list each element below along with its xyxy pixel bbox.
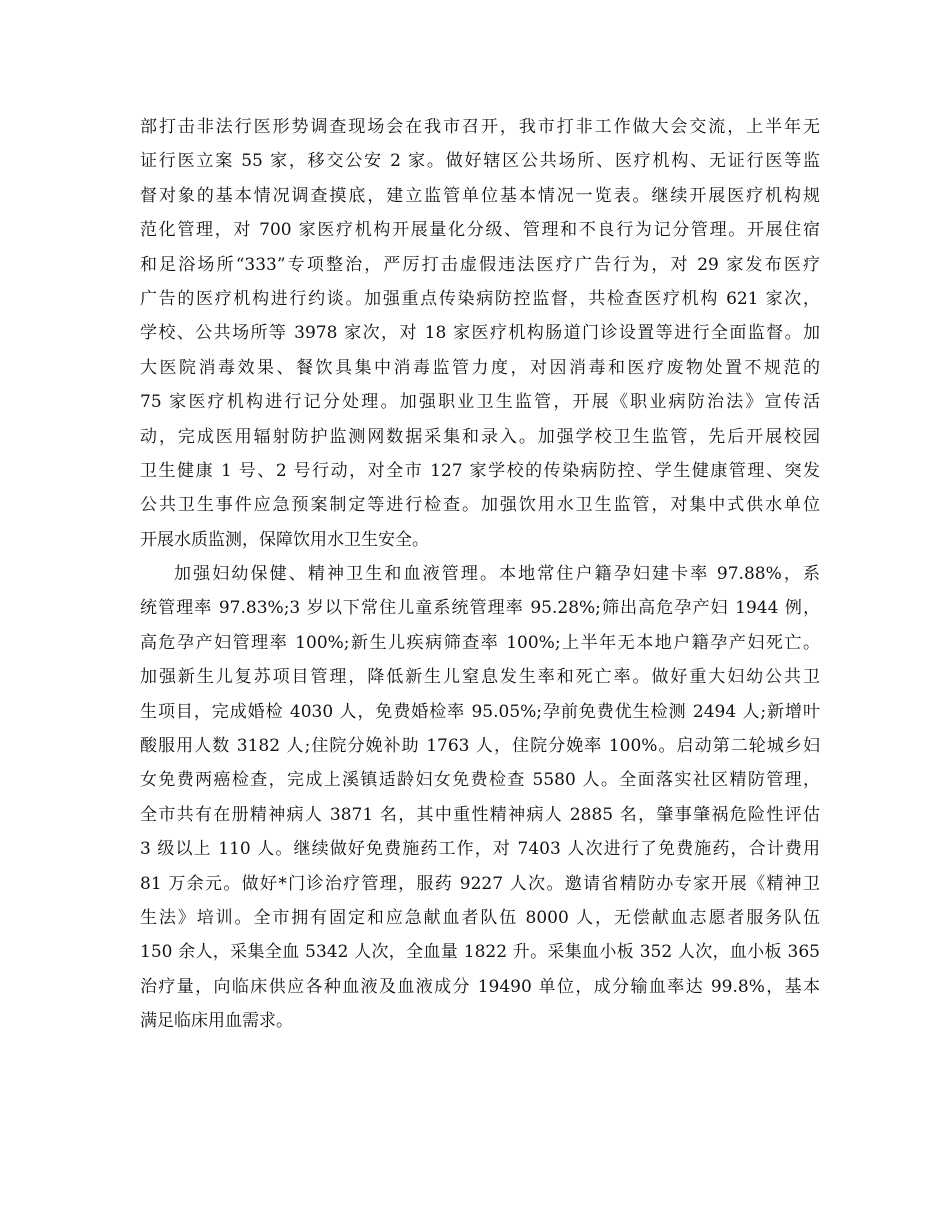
text-line: 女免费两癌检查，完成上溪镇适龄妇女免费检查 5580 人。全面落实社区精防管理， [140,770,820,791]
text-line: 部打击非法行医形势调查现场会在我市召开，我市打非工作做大会交流，上半年无 [140,117,820,137]
text-line: 卫生健康 1 号、2 号行动，对全市 127 家学校的传染病防控、学生健康管理、突发 [140,460,820,481]
text-line: 大医院消毒效果、餐饮具集中消毒监管力度，对因消毒和医疗废物处置不规范的 [140,357,820,378]
text-line: 满足临床用血需求。 [140,1011,293,1032]
text-line: 75 家医疗机构进行记分处理。加强职业卫生监管，开展《职业病防治法》宣传活 [140,392,820,413]
text-line: 81 万余元。做好*门诊治疗管理，服药 9227 人次。邀请省精防办专家开展《精神卫 [140,873,820,894]
text-line: 治疗量，向临床供应各种血液及血液成分 19490 单位，成分输血率达 99.8%，基本 [140,976,820,997]
text-line: 生法》培训。全市拥有固定和应急献血者队伍 8000 人，无偿献血志愿者服务队伍 [140,907,820,928]
text-line: 学校、公共场所等 3978 家次，对 18 家医疗机构肠道门诊设置等进行全面监督。加 [140,323,820,344]
text-line: 150 余人，采集全血 5342 人次，全血量 1822 升。采集血小板 352 人次，血小板 365 [140,942,820,963]
text-line: 加强新生儿复苏项目管理，降低新生儿窒息发生率和死亡率。做好重大妇幼公共卫 [140,667,820,688]
text-line: 公共卫生事件应急预案制定等进行检查。加强饮用水卫生监管，对集中式供水单位 [140,495,820,516]
text-line: 3 级以上 110 人。继续做好免费施药工作，对 7403 人次进行了免费施药，合计费用 [140,839,820,860]
document-body [140,110,820,1039]
text-line: 生项目，完成婚检 4030 人，免费婚检率 95.05%;孕前免费优生检测 2494 人;新增叶 [140,701,820,722]
text-line: 和足浴场所“333”专项整治，严厉打击虚假违法医疗广告行为，对 29 家发布医疗 [140,254,820,275]
text-line: 统管理率 97.83%;3 岁以下常住儿童系统管理率 95.28%;筛出高危孕产妇 1944 例， [140,598,820,619]
text-line: 动，完成医用辐射防护监测网数据采集和录入。加强学校卫生监管，先后开展校园 [140,426,820,447]
text-line: 全市共有在册精神病人 3871 名，其中重性精神病人 2885 名，肇事肇祸危险性评估 [140,804,820,825]
text-line: 酸服用人数 3182 人;住院分娩补助 1763 人，住院分娩率 100%。启动第二轮城乡妇 [140,736,820,757]
text-line: 范化管理，对 700 家医疗机构开展量化分级、管理和不良行为记分管理。开展住宿 [140,220,820,241]
text-line: 高危孕产妇管理率 100%;新生儿疾病筛查率 100%;上半年无本地户籍孕产妇死亡。 [140,632,820,653]
text-line: 广告的医疗机构进行约谈。加强重点传染病防控监督，共检查医疗机构 621 家次， [140,288,820,309]
text-line: 证行医立案 55 家，移交公安 2 家。做好辖区公共场所、医疗机构、无证行医等监 [140,151,820,172]
text-line: 加强妇幼保健、精神卫生和血液管理。本地常住户籍孕妇建卡率 97.88%，系 [174,564,820,585]
paragraph-supervision [140,110,820,557]
text-line: 督对象的基本情况调查摸底，建立监管单位基本情况一览表。继续开展医疗机构规 [140,185,820,206]
paragraph-maternal-mental-blood [140,557,820,1038]
text-line: 开展水质监测，保障饮用水卫生安全。 [140,529,429,550]
